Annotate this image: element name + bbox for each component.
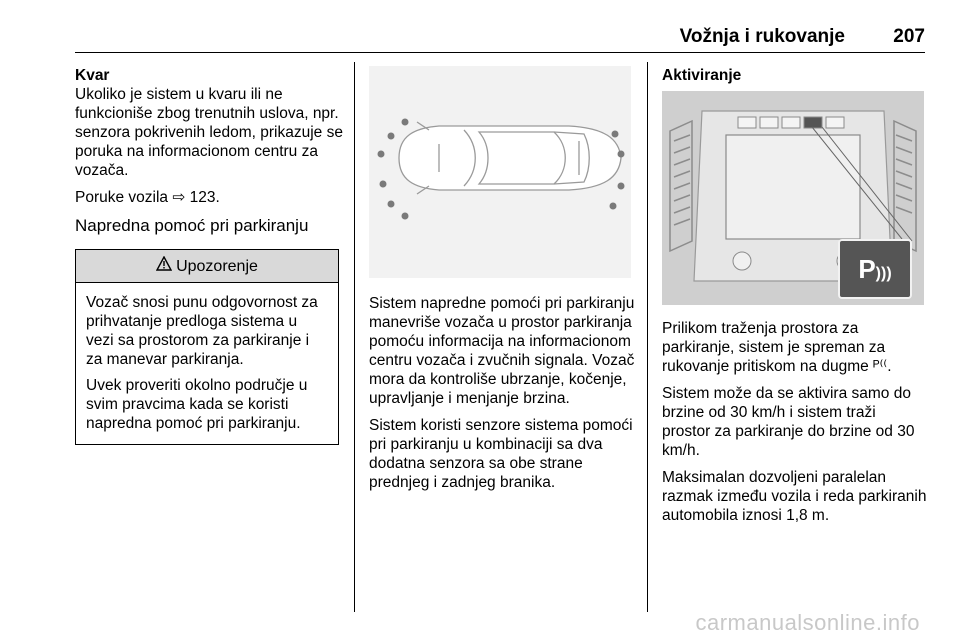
col3-paragraph-1 <box>662 319 927 376</box>
warning-triangle-icon <box>156 256 172 276</box>
col2-paragraph-1: Sistem napredne pomoći pri parkiranju manevriše vozača u prostor parkiranja pomoću informacija na informacionom centru vozača i zvučnih signala. Vozač mora da kontroliše ubrzanje, kočenje, upravljanje i menjanje brzina. <box>369 295 635 407</box>
activation-heading: Aktiviranje <box>662 67 742 84</box>
display-screen-icon <box>726 135 860 239</box>
warning-paragraph-2: Uvek proveriti okolno područje u svim pravcima kada se koristi napredna pomoć pri parkiranju. <box>86 377 308 432</box>
col3-paragraph-3: Maksimalan dozvoljeni paralelan razmak između vozila i reda parkiranih automobila iznosi 1,8 m. <box>662 469 927 524</box>
parking-assist-button-icon <box>838 239 912 299</box>
column-2 <box>369 66 635 500</box>
column-3 <box>662 66 927 533</box>
car-top-view-icon <box>399 122 621 194</box>
car-sensors-illustration <box>369 66 631 278</box>
warning-paragraph-1: Vozač snosi punu odgovornost za prihvatanje predloga sistema u vezi sa prostorom za parkiranje i za manevar parkiranja. <box>86 294 318 368</box>
messages-text: Poruke vozila <box>75 189 169 206</box>
sound-waves-icon: ))) <box>875 265 892 282</box>
messages-reference <box>75 188 343 207</box>
chapter-title: Vožnja i rukovanje <box>679 26 845 47</box>
reference-arrow-icon: ⇨ <box>172 189 186 206</box>
fault-text: Ukoliko je sistem u kvaru ili ne funkcioniše zbog trenutnih uslova, npr. senzora pokrivenih ledom, prikazuje se poruka na informacionom centru za vozača. <box>75 86 343 179</box>
header-rule <box>75 52 925 53</box>
warning-body <box>76 283 338 444</box>
column-divider-2 <box>647 62 648 612</box>
section-title: Napredna pomoć pri parkiranju <box>75 216 309 235</box>
col2-paragraph-2: Sistem koristi senzore sistema pomoći pri parkiranju u kombinaciji sa dva dodatna senzora sa obe strane prednjeg i zadnjeg branika. <box>369 417 633 491</box>
watermark: carmanualsonline.info <box>695 610 920 635</box>
parking-button-label: P <box>858 254 876 284</box>
page-number: 207 <box>893 26 925 47</box>
activation-instruction: Prilikom traženja prostora za parkiranje, sistem je spreman za rukovanje pritiskom na dugme <box>662 320 886 375</box>
page-header <box>75 22 925 50</box>
warning-box <box>75 249 339 445</box>
messages-page-link[interactable]: 123. <box>189 189 220 206</box>
column-1 <box>75 66 343 445</box>
warning-header <box>76 250 338 283</box>
fault-heading: Kvar <box>75 67 110 84</box>
warning-title: Upozorenje <box>176 257 258 275</box>
col3-paragraph-2: Sistem može da se aktivira samo do brzine od 30 km/h i sistem traži prostor za parkiranje do brzine od 30 km/h. <box>662 385 915 459</box>
column-divider-1 <box>354 62 355 612</box>
top-button-row-icon <box>738 117 844 128</box>
knob-icon <box>733 252 751 270</box>
dashboard-button-illustration <box>662 91 924 305</box>
parking-button-symbol-icon: ᴾ⁽⁽. <box>873 358 892 375</box>
